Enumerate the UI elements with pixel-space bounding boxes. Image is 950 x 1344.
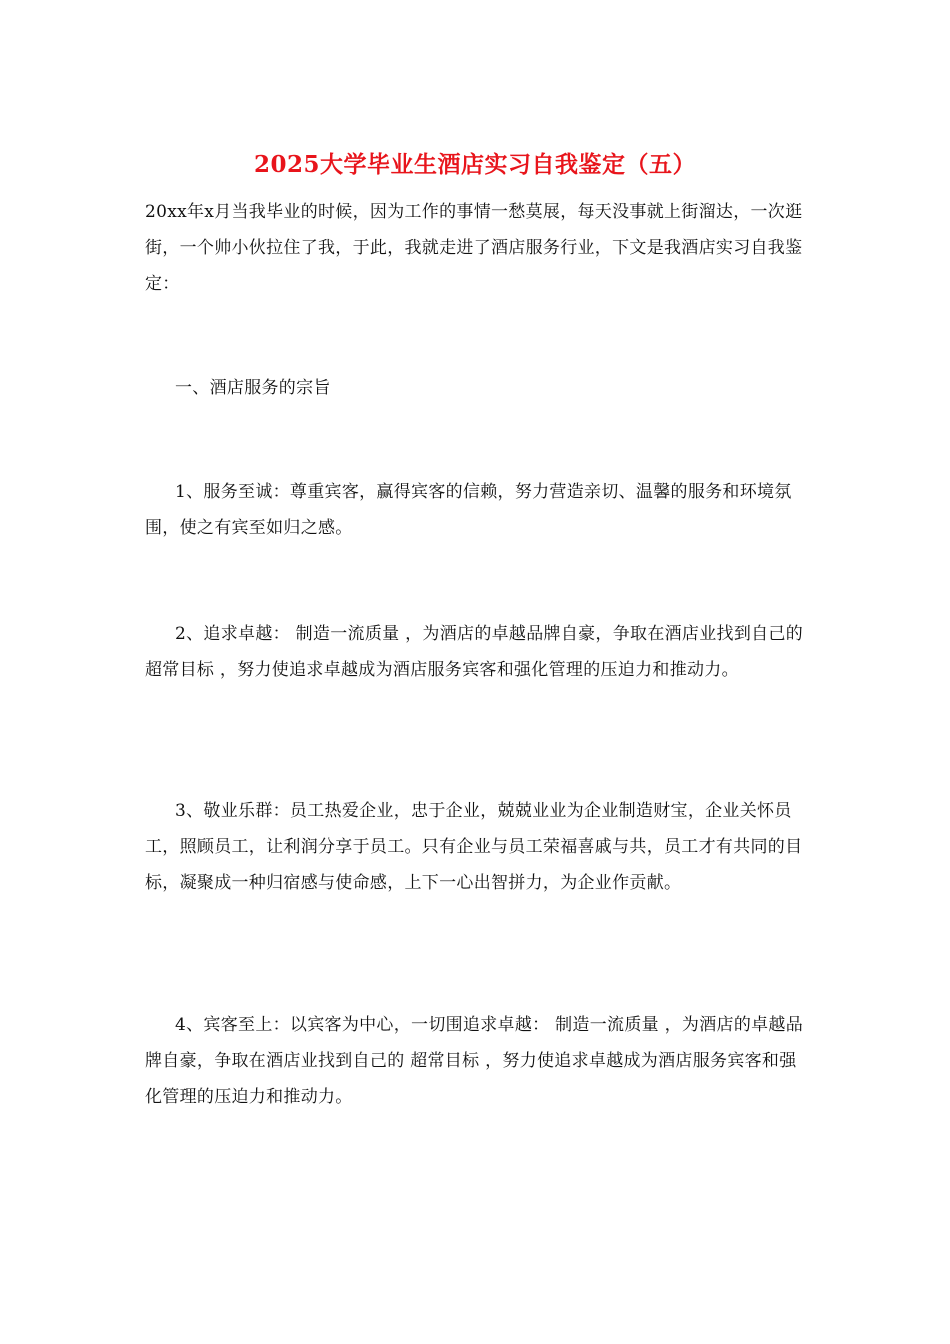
list-item-3: 3、敬业乐群：员工热爱企业，忠于企业，兢兢业业为企业制造财宝，企业关怀员工，照顾员工，让利润分享于员工。只有企业与员工荣福喜戚与共，员工才有共同的目标，凝聚成一种归宿感与使命感，上下一心出智拼力，为企业作贡献。 xyxy=(145,801,803,893)
list-item-1: 1、服务至诚：尊重宾客，赢得宾客的信赖，努力营造亲切、温馨的服务和环境氛围，使之有宾至如归之感。 xyxy=(145,482,792,538)
section-heading: 一、酒店服务的宗旨 xyxy=(175,378,331,398)
intro-paragraph: 20xx年x月当我毕业的时候，因为工作的事情一愁莫展，每天没事就上街溜达，一次逛街，一个帅小伙拉住了我，于此，我就走进了酒店服务行业，下文是我酒店实习自我鉴定： xyxy=(145,202,803,294)
document-title: 2025大学毕业生酒店实习自我鉴定（五） xyxy=(253,151,696,178)
list-item-4: 4、宾客至上：以宾客为中心，一切围追求卓越： 制造一流质量 ，为酒店的卓越品牌自豪，争取在酒店业找到自己的 超常目标 ，努力使追求卓越成为酒店服务宾客和强化管理的压迫力和推动力。 xyxy=(145,1015,804,1107)
list-item-2: 2、追求卓越： 制造一流质量 ，为酒店的卓越品牌自豪，争取在酒店业找到自己的 超常目标 ，努力使追求卓越成为酒店服务宾客和强化管理的压迫力和推动力。 xyxy=(145,624,804,680)
